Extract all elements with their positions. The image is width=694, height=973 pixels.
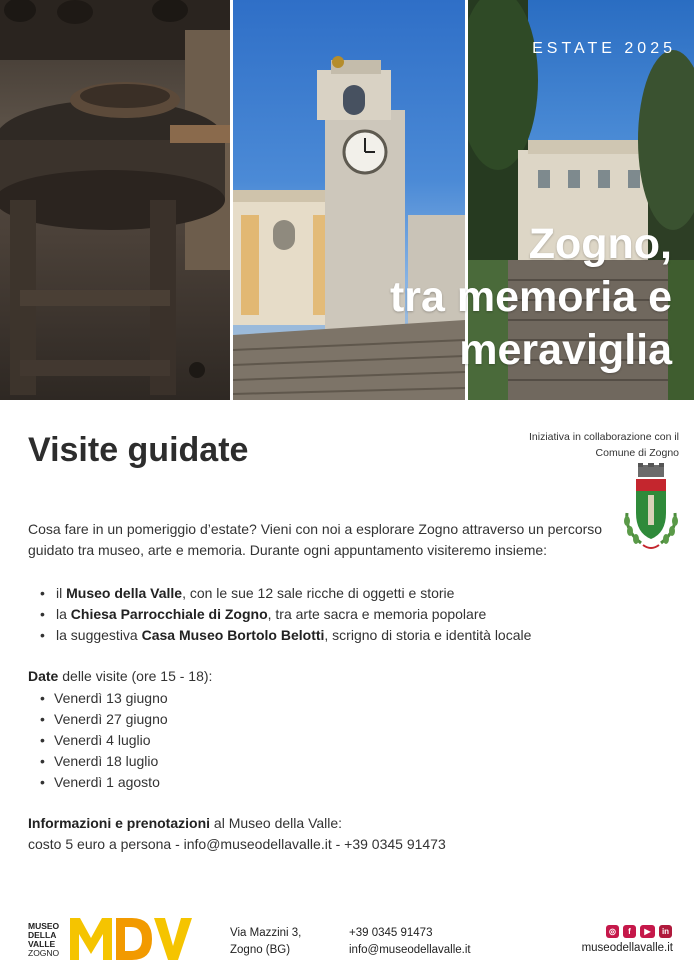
- hero-title-line2: tra memoria e: [389, 273, 672, 321]
- hero-title: [212, 218, 672, 377]
- dates-heading: Date delle visite (ore 15 - 18):: [28, 668, 213, 684]
- hero-title-line1: Zogno,: [528, 220, 672, 268]
- info-heading: Informazioni e prenotazioni al Museo della Valle:: [28, 815, 343, 831]
- info-details: costo 5 euro a persona - info@museodellavalle.it - +39 0345 91473: [28, 836, 446, 852]
- footer-contacts: [349, 925, 471, 959]
- list-item-stop-museo: • il Museo della Valle, con le sue 12 sale ricche di oggetti e storie: [40, 585, 455, 601]
- season-label: ESTATE 2025: [532, 40, 676, 57]
- comune-zogno-crest-icon: [621, 463, 681, 555]
- footer-phone[interactable]: +39 0345 91473: [349, 927, 433, 939]
- museum-logo-text: MUSEO DELLA VALLE ZOGNO: [28, 921, 60, 958]
- social-links: [606, 925, 672, 938]
- page-heading: Visite guidate: [28, 431, 249, 469]
- list-item-stop-chiesa: • la Chiesa Parrocchiale di Zogno, tra arte sacra e memoria popolare: [40, 606, 487, 622]
- mdv-logo-icon: [70, 918, 192, 960]
- collaboration-line2: Comune di Zogno: [595, 447, 679, 459]
- youtube-icon[interactable]: ▶: [640, 925, 655, 938]
- footer-address: Via Mazzini 3, Zogno (BG): [230, 927, 302, 956]
- footer-email[interactable]: info@museodellavalle.it: [349, 944, 471, 956]
- collaboration-line1: Iniziativa in collaborazione con il: [529, 431, 679, 443]
- list-item-stop-casa-museo: • la suggestiva Casa Museo Bortolo Belotti, scrigno di storia e identità locale: [40, 627, 532, 643]
- list-item-date: • Venerdì 18 luglio: [40, 753, 159, 769]
- collaboration-note: [429, 429, 679, 461]
- photo-museum-workbench: [0, 0, 230, 400]
- linkedin-icon[interactable]: in: [659, 925, 672, 938]
- list-item-date: • Venerdì 1 agosto: [40, 774, 160, 790]
- list-item-date: • Venerdì 27 giugno: [40, 711, 168, 727]
- intro-paragraph: Cosa fare in un pomeriggio d’estate? Vieni con noi a esplorare Zogno attraverso un percorso guidato tra museo, arte e memoria. Durante ogni appuntamento visiteremo insieme:: [28, 521, 603, 558]
- instagram-icon[interactable]: ◎: [606, 925, 619, 938]
- dates-list: [40, 688, 168, 793]
- facebook-icon[interactable]: f: [623, 925, 636, 938]
- footer-website[interactable]: museodellavalle.it: [581, 942, 673, 954]
- list-item-date: • Venerdì 4 luglio: [40, 732, 151, 748]
- list-item-date: • Venerdì 13 giugno: [40, 690, 168, 706]
- hero-banner: [0, 0, 694, 400]
- hero-title-line3: meraviglia: [459, 326, 672, 374]
